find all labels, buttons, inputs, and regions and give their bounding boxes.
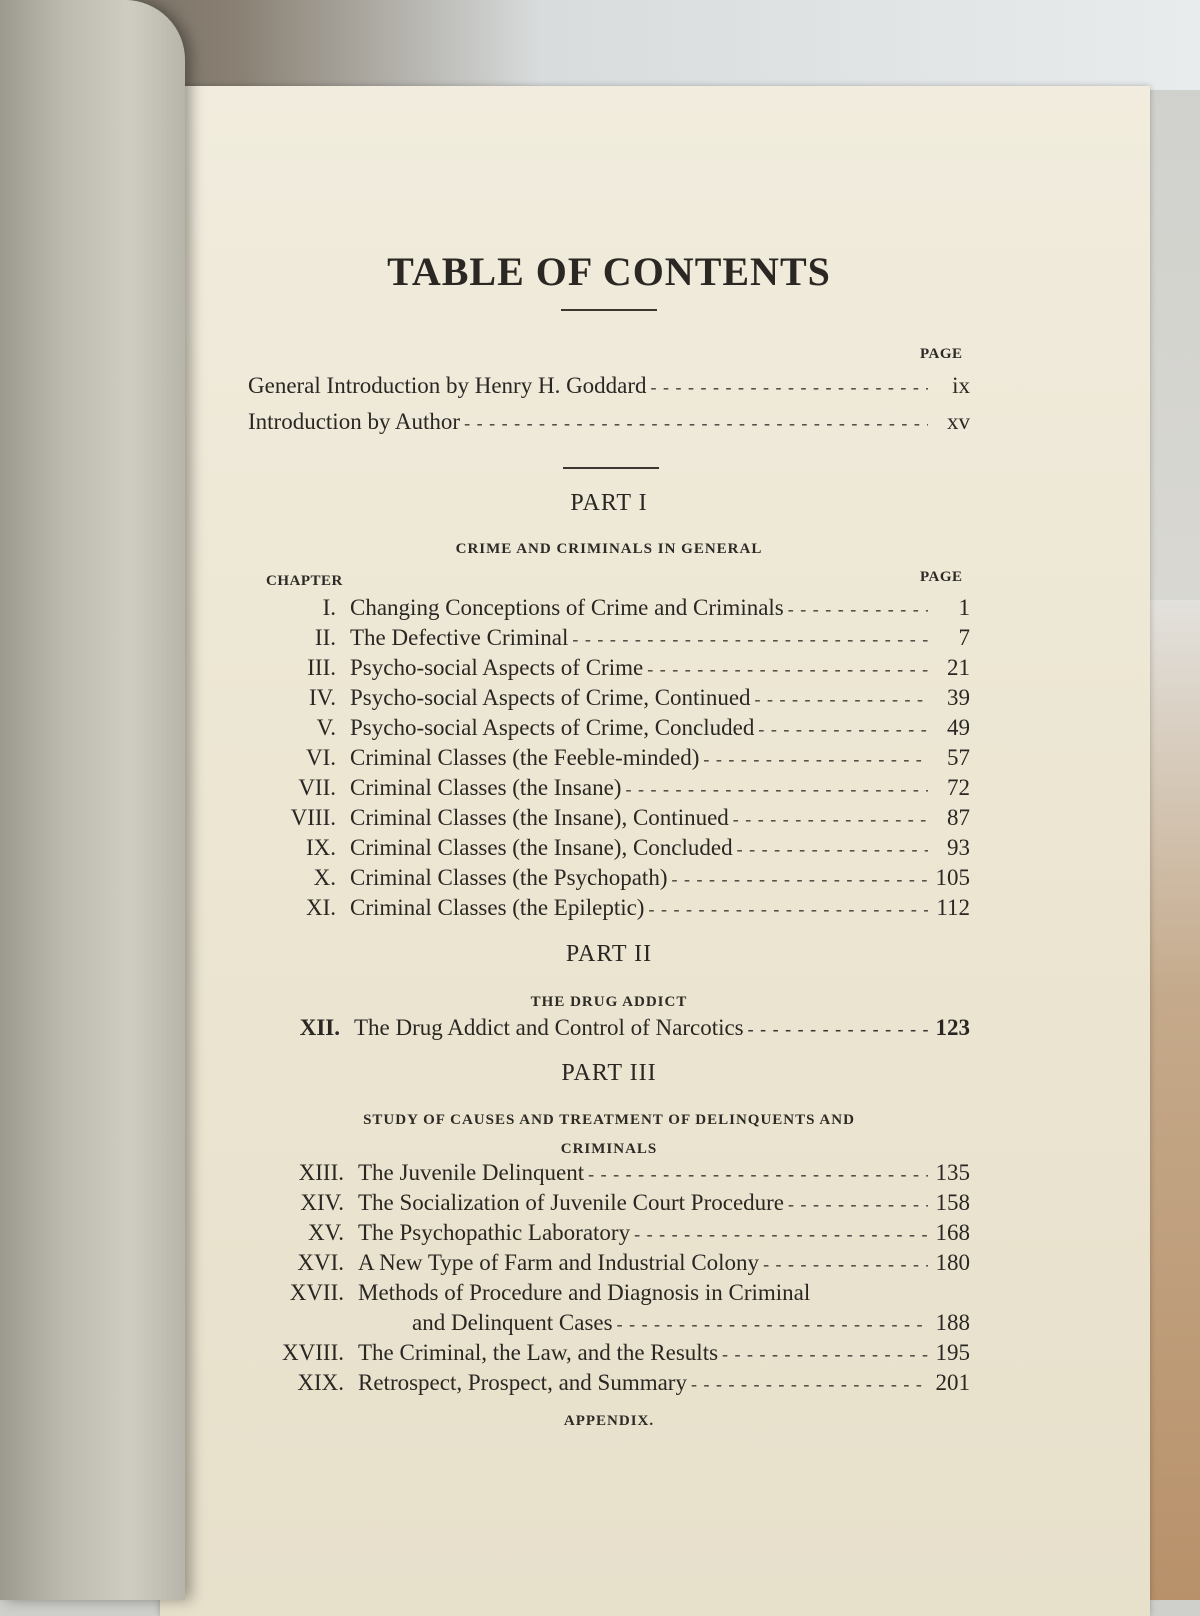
chapter-row[interactable] — [248, 865, 970, 895]
entry-page: xv — [947, 409, 970, 434]
chapter-title: The Drug Addict and Control of Narcotics — [354, 1015, 744, 1040]
dot-leader — [647, 659, 928, 680]
chapter-title: The Defective Criminal — [350, 625, 569, 650]
chapter-page: 180 — [935, 1250, 970, 1275]
appendix-heading[interactable]: APPENDIX. — [563, 1413, 655, 1429]
part-subheading: THE DRUG ADDICT — [530, 994, 688, 1010]
chapter-number: V. — [316, 715, 336, 740]
chapter-number: XIV. — [300, 1190, 344, 1215]
chapter-row[interactable] — [248, 1370, 970, 1400]
chapter-title: Criminal Classes (the Insane) — [350, 775, 622, 800]
chapter-row[interactable] — [248, 655, 970, 685]
chapter-page: 21 — [947, 655, 970, 680]
chapter-page: 168 — [935, 1220, 970, 1245]
dot-leader — [634, 1224, 928, 1245]
chapter-title: The Psychopathic Laboratory — [358, 1220, 631, 1245]
chapter-number: XIII. — [298, 1160, 344, 1185]
chapter-row[interactable] — [248, 805, 970, 835]
dot-leader — [722, 1344, 928, 1365]
dot-leader — [733, 809, 928, 830]
chapter-row[interactable] — [248, 1280, 970, 1310]
dot-leader — [672, 869, 929, 890]
entry-title: General Introduction by Henry H. Goddard — [248, 373, 647, 398]
chapter-number: I. — [322, 595, 336, 620]
chapter-title: Criminal Classes (the Psychopath) — [350, 865, 668, 890]
chapter-row[interactable] — [248, 835, 970, 865]
entry-page: ix — [952, 373, 970, 398]
chapter-row[interactable] — [248, 595, 970, 625]
chapter-title: Psycho-social Aspects of Crime, Concluded — [350, 715, 755, 740]
chapter-title: Psycho-social Aspects of Crime, Continued — [350, 685, 751, 710]
part-subheading: STUDY OF CAUSES AND TREATMENT OF DELINQUENTS AND — [363, 1112, 855, 1128]
chapter-title: Criminal Classes (the Insane), Concluded — [350, 835, 733, 860]
dot-leader — [625, 779, 928, 800]
chapter-title: and Delinquent Cases — [412, 1310, 613, 1335]
dot-leader — [763, 1254, 928, 1275]
chapter-page: 87 — [947, 805, 970, 830]
chapter-number: VIII. — [290, 805, 336, 830]
dot-leader — [703, 749, 928, 770]
chapter-page: 135 — [935, 1160, 970, 1185]
chapter-page: 93 — [947, 835, 970, 860]
chapter-title: Criminal Classes (the Feeble-minded) — [350, 745, 700, 770]
dot-leader — [758, 719, 928, 740]
chapter-title: The Juvenile Delinquent — [358, 1160, 585, 1185]
chapter-title: Methods of Procedure and Diagnosis in Criminal — [358, 1280, 811, 1305]
dot-leader — [737, 839, 928, 860]
chapter-number: XV. — [307, 1220, 344, 1245]
chapter-number: XI. — [305, 895, 336, 920]
part-heading: PART II — [565, 941, 653, 967]
chapter-title: Retrospect, Prospect, and Summary — [358, 1370, 687, 1395]
chapter-row[interactable] — [248, 1340, 970, 1370]
chapter-page: 49 — [947, 715, 970, 740]
dot-leader — [572, 629, 928, 650]
chapter-title: Criminal Classes (the Insane), Continued — [350, 805, 729, 830]
dot-leader — [691, 1374, 928, 1395]
chapter-row-continued[interactable] — [248, 1310, 970, 1340]
entry-title: Introduction by Author — [248, 409, 461, 434]
chapter-page: 1 — [958, 595, 970, 620]
chapter-page: 158 — [935, 1190, 970, 1215]
chapter-page: 201 — [935, 1370, 970, 1395]
chapter-page: 112 — [936, 895, 970, 920]
chapter-row[interactable] — [248, 685, 970, 715]
chapter-page: 188 — [935, 1310, 970, 1335]
dot-leader — [464, 413, 928, 434]
section-rule — [563, 467, 659, 469]
chapter-row[interactable] — [248, 1160, 970, 1190]
page-title: TABLE OF CONTENTS — [387, 249, 831, 294]
chapter-row[interactable] — [248, 895, 970, 925]
dot-leader — [651, 377, 928, 398]
part-subheading: CRIME AND CRIMINALS IN GENERAL — [455, 541, 763, 557]
chapter-title: The Criminal, the Law, and the Results — [358, 1340, 719, 1365]
toc-entry[interactable] — [248, 373, 970, 403]
left-page-edge — [0, 0, 185, 1600]
chapter-page: 39 — [947, 685, 970, 710]
chapter-number: IV. — [308, 685, 336, 710]
dot-leader — [755, 689, 928, 710]
chapter-row[interactable] — [248, 625, 970, 655]
chapter-row[interactable] — [248, 1220, 970, 1250]
page-column-header: PAGE — [920, 569, 963, 585]
chapter-row[interactable] — [248, 1015, 970, 1045]
part-subheading-continued: CRIMINALS — [560, 1141, 658, 1157]
chapter-number: XII. — [299, 1015, 340, 1040]
dot-leader — [748, 1019, 928, 1040]
chapter-row[interactable] — [248, 715, 970, 745]
dot-leader — [588, 1164, 928, 1185]
chapter-page: 195 — [935, 1340, 970, 1365]
chapter-number: VI. — [305, 745, 336, 770]
chapter-row[interactable] — [248, 1250, 970, 1280]
chapter-title: The Socialization of Juvenile Court Procedure — [358, 1190, 785, 1215]
chapter-page: 7 — [958, 625, 970, 650]
title-rule — [561, 309, 657, 311]
chapter-page: 105 — [935, 865, 970, 890]
chapter-title: A New Type of Farm and Industrial Colony — [358, 1250, 760, 1275]
dot-leader — [648, 899, 928, 920]
dot-leader — [617, 1314, 928, 1335]
chapter-row[interactable] — [248, 1190, 970, 1220]
chapter-number: XIX. — [297, 1370, 344, 1395]
chapter-number: II. — [314, 625, 336, 650]
chapter-column-header: CHAPTER — [266, 573, 343, 589]
chapter-page: 123 — [935, 1015, 970, 1040]
page-column-header: PAGE — [920, 346, 963, 362]
part-heading: PART III — [561, 1060, 657, 1086]
chapter-number: III. — [307, 655, 336, 680]
chapter-page: 57 — [947, 745, 970, 770]
dot-leader — [788, 1194, 928, 1215]
part-heading: PART I — [570, 490, 648, 516]
dot-leader — [788, 599, 928, 620]
chapter-number: IX. — [305, 835, 336, 860]
toc-entry[interactable] — [248, 409, 970, 439]
chapter-title: Criminal Classes (the Epileptic) — [350, 895, 645, 920]
chapter-number: X. — [313, 865, 336, 890]
chapter-number: VII. — [298, 775, 336, 800]
chapter-title: Psycho-social Aspects of Crime — [350, 655, 644, 680]
chapter-title: Changing Conceptions of Crime and Criminals — [350, 595, 784, 620]
chapter-number: XVII. — [289, 1280, 344, 1305]
chapter-number: XVIII. — [282, 1340, 344, 1365]
chapter-page: 72 — [947, 775, 970, 800]
chapter-row[interactable] — [248, 745, 970, 775]
chapter-number: XVI. — [297, 1250, 344, 1275]
chapter-row[interactable] — [248, 775, 970, 805]
